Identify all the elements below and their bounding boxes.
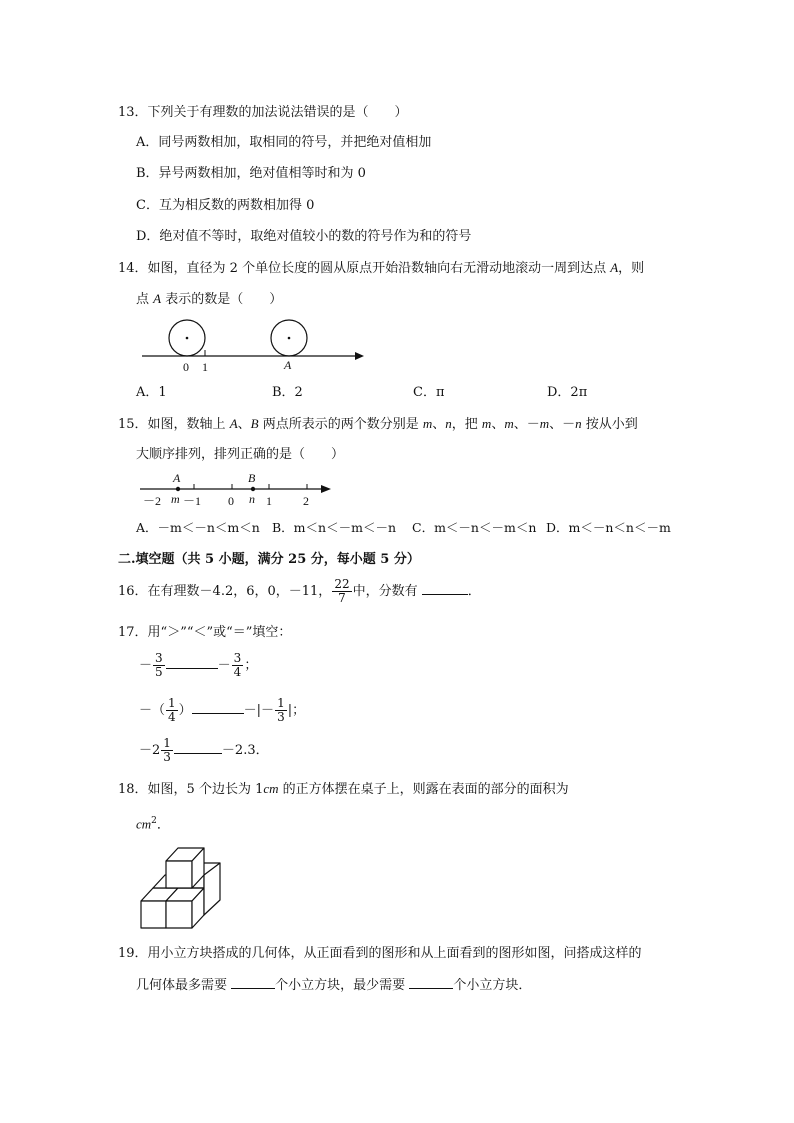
q15-stem-line2: 大顺序排列，排列正确的是（ ） [136,447,345,462]
q14-option-a: A．1 [136,385,167,400]
q15-stem-line1: 15．如图，数轴上 A、B 两点所表示的两个数分别是 m、n，把 m、m、－m、－n 按从小到 [118,416,638,432]
q18-cube-bottom-left [141,901,166,928]
q14-label-a: A [284,358,292,372]
q15-label-m: m [171,492,180,506]
q14-option-d: D．2π [547,385,588,400]
q13-option-d: D．绝对值不等时，取绝对值较小的数的符号作为和的符号 [136,229,472,244]
q15-label-1: 1 [266,494,272,508]
q19-stem-line1: 19．用小立方块搭成的几何体，从正面看到的图形和从上面看到的图形如图，问搭成这样的 [118,946,642,961]
q16-stem: 16．在有理数－4.2，6，0，－11， $\frac{22}{7}$ 中，分数有 ． [118,577,481,605]
q16-fraction: $\frac{22}{7}$ [334,577,350,605]
q19-answer-blank-min[interactable] [409,976,453,989]
q17-row-3: －2 $\frac{1}{3}$ －2.3． [139,736,269,764]
q17-row-2: －（ $\frac{1}{4}$ ） －|－ $\frac{1}{3}$ |； [139,696,306,724]
q13-option-b: B．异号两数相加，绝对值相等时和为 0 [136,166,366,181]
q19-answer-blank-max[interactable] [231,976,275,989]
q15-option-d: D．m＜－n＜n＜－m [546,520,671,535]
q15-label-2: 2 [303,494,309,508]
q15-option-b: B．m＜n＜－m＜－n [272,520,396,535]
q15-label-b: B [248,471,256,485]
q18-cube-bottom-middle [166,901,192,928]
q15-label-0: 0 [228,494,234,508]
q14-option-b: B．2 [272,385,303,400]
q13-option-a: A．同号两数相加，取相同的符号，并把绝对值相加 [136,135,432,150]
q15-option-a: A．－m＜－n＜m＜n [136,520,260,535]
q13-stem: 13．下列关于有理数的加法说法错误的是（ ） [118,105,408,120]
q15-option-c: C．m＜－n＜－m＜n [412,520,537,535]
q15-label-neg1: －1 [183,494,202,508]
q18-stem-line2: $cm^2$． [136,816,170,833]
q15-label-neg2: －2 [143,494,162,508]
q18-cube-top-front [166,861,192,888]
q17-row-1: － $\frac{3}{5}$ － $\frac{3}{4}$ ； [139,651,258,679]
q17-stem: 17．用“＞”“＜”或“＝”填空： [118,625,292,640]
q19-stem-line2: 几何体最多需要 个小立方块，最少需要 个小立方块． [136,978,532,993]
q15-label-a: A [173,471,181,485]
q14-label-one: 1 [202,360,208,374]
q14-label-zero: 0 [183,360,189,374]
q14-stem-line2: 点 A 表示的数是（ ） [136,291,283,307]
q15-label-n: n [249,492,255,506]
q18-stem-line1: 18．如图，5 个边长为 1cm 的正方体摆在桌子上，则露在表面的部分的面积为 [118,781,569,797]
q14-option-c: C．π [413,385,445,400]
q13-option-c: C．互为相反数的两数相加得 0 [136,198,315,213]
section-2-title: 二.填空题（共 5 小题，满分 25 分，每小题 5 分） [118,552,420,567]
q14-stem-line1: 14．如图，直径为 2 个单位长度的圆从原点开始沿数轴向右无滑动地滚动一周到达点 A，则 [118,260,645,276]
